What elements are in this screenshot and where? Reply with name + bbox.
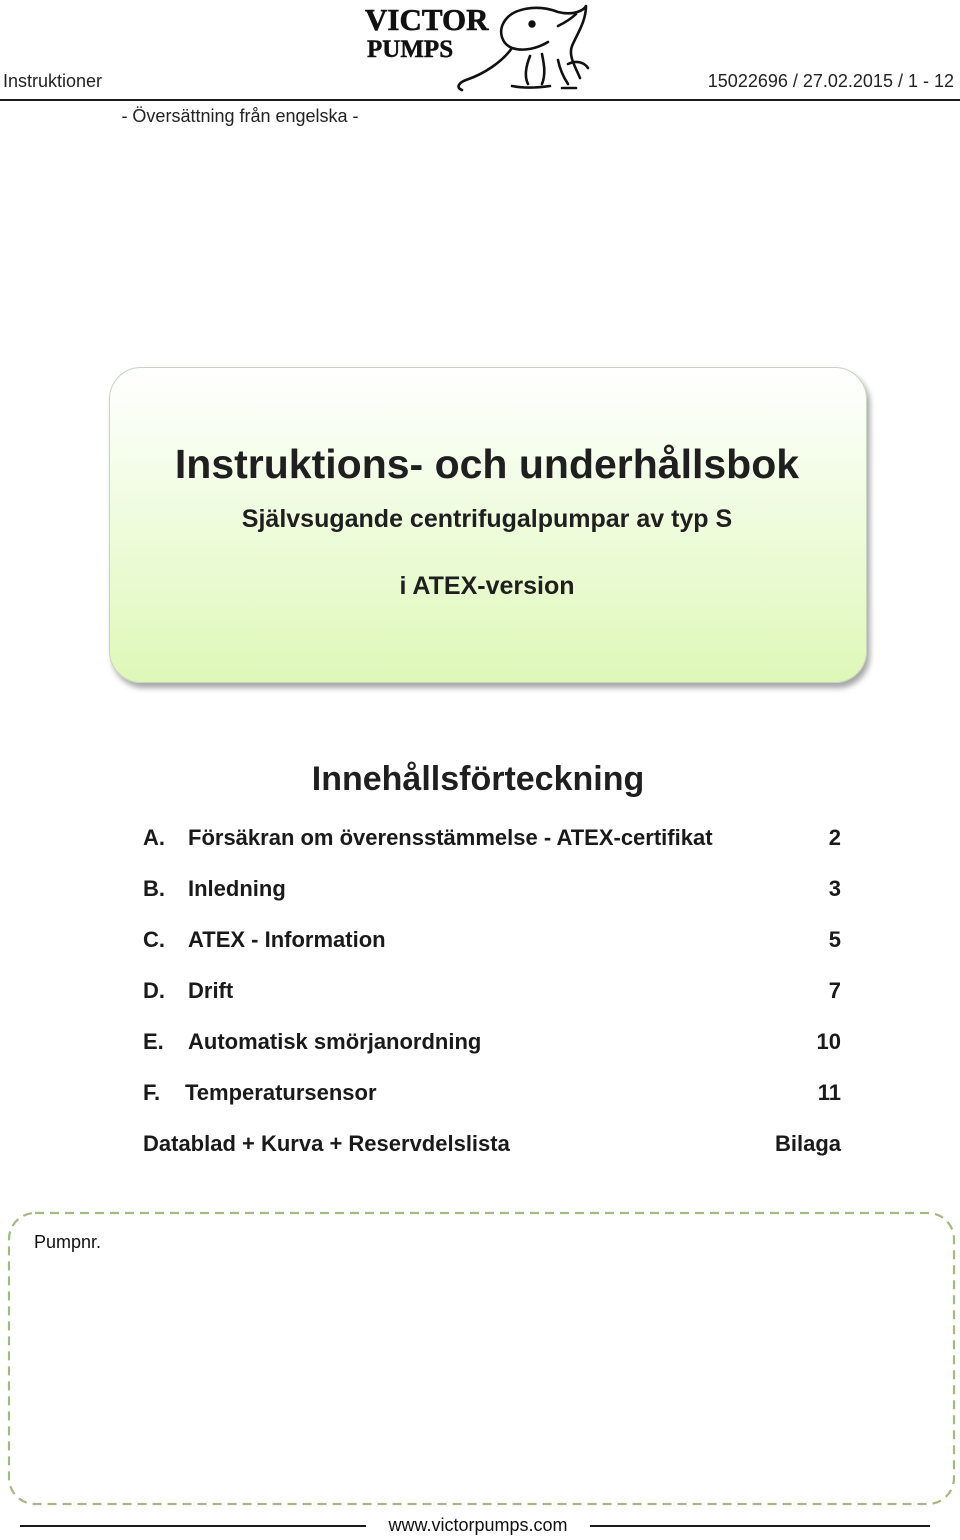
document-version: i ATEX-version: [399, 572, 575, 600]
toc-item-e[interactable]: [143, 1029, 841, 1059]
toc-item-text: Försäkran om överensstämmelse - ATEX-certifikat: [188, 825, 713, 850]
logo-text-line1: VICTOR: [365, 2, 489, 37]
toc-item-page: 7: [828, 978, 841, 1003]
toc-item-letter: D.: [143, 978, 165, 1003]
toc-item-page: 3: [828, 876, 841, 901]
pump-number-label: Pumpnr.: [34, 1232, 102, 1252]
toc-heading: Innehållsförteckning: [311, 760, 645, 798]
header-left-label: Instruktioner: [3, 71, 103, 91]
toc-item-page: 11: [817, 1080, 841, 1105]
toc-item-b[interactable]: [143, 876, 841, 906]
toc-item-letter: B.: [143, 876, 165, 901]
logo-text-line2: PUMPS: [367, 36, 454, 63]
toc-item-letter: F.: [143, 1080, 161, 1105]
toc-item-text: Drift: [188, 978, 234, 1003]
toc-item-c[interactable]: [143, 927, 841, 957]
toc-appendix-page: Bilaga: [774, 1131, 841, 1156]
document-subtitle: Självsugande centrifugalpumpar av typ S: [241, 505, 733, 533]
toc-item-text: Automatisk smörjanordning: [188, 1029, 482, 1054]
toc-item-page: 5: [828, 927, 841, 952]
toc-item-d[interactable]: [143, 978, 841, 1008]
toc-item-text: Temperatursensor: [185, 1080, 377, 1105]
toc-item-a[interactable]: [143, 825, 841, 855]
toc-item-letter: A.: [143, 825, 165, 850]
toc-item-text: Inledning: [188, 876, 286, 901]
toc-item-appendix[interactable]: [143, 1131, 841, 1161]
toc-item-f[interactable]: [143, 1080, 841, 1110]
doc-reference: 15022696 / 27.02.2015 / 1 - 12: [707, 71, 954, 91]
toc-item-letter: E.: [143, 1029, 164, 1054]
victor-pumps-logo: [362, 2, 598, 94]
toc-item-letter: C.: [143, 927, 165, 952]
toc-item-page: 2: [828, 825, 841, 850]
header-rule: [0, 99, 960, 101]
footer-url-link[interactable]: www.victorpumps.com: [388, 1515, 568, 1535]
toc-appendix-text: Datablad + Kurva + Reservdelslista: [143, 1131, 510, 1156]
toc-item-page: 10: [816, 1029, 841, 1054]
translation-note: - Översättning från engelska -: [121, 106, 359, 126]
document-title: Instruktions- och underhållsbok: [174, 441, 800, 487]
toc-item-text: ATEX - Information: [188, 927, 386, 952]
